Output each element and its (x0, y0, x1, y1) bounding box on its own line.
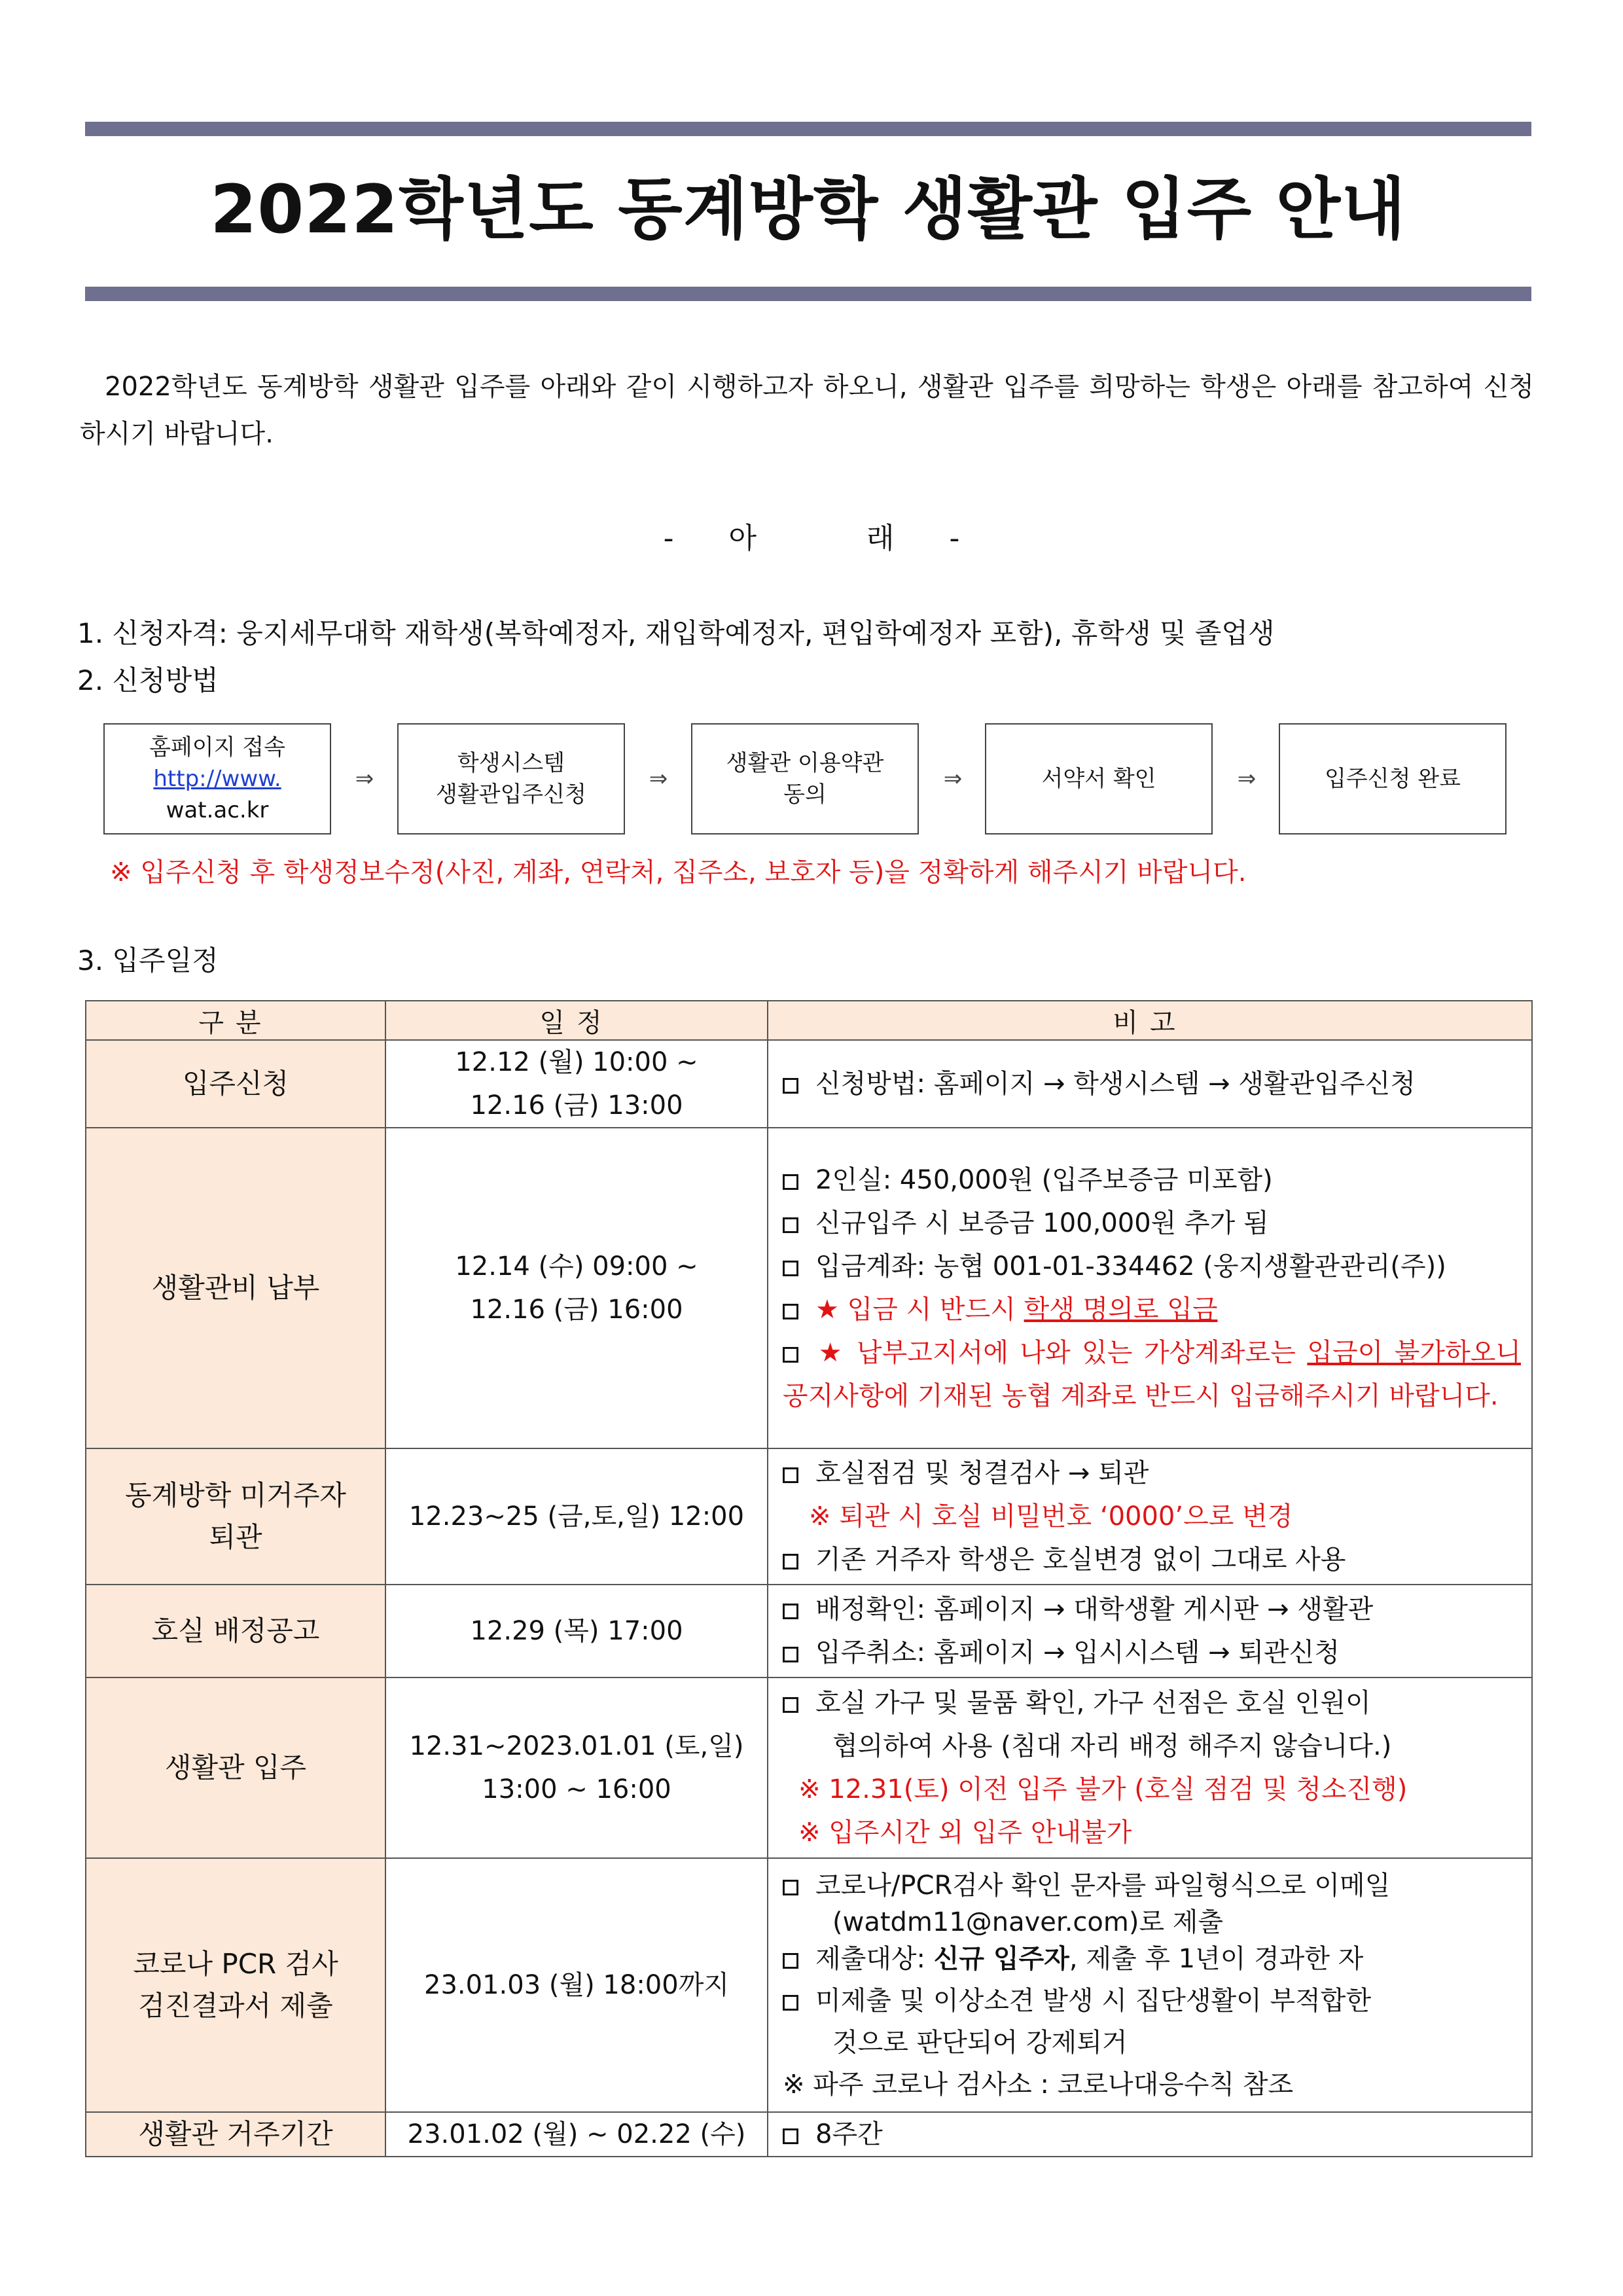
remark-line (783, 1865, 1521, 1907)
flow-step-label: wat.ac.kr (166, 797, 269, 823)
row-date: 12.23~25 (금,토,일) 12:00 (385, 1448, 768, 1585)
remark-line: ※ 12.31(토) 이전 입주 불가 (호실 점검 및 청소진행) (798, 1774, 1408, 1804)
checkbox-icon (783, 1554, 798, 1570)
flow-step-terms (691, 723, 919, 834)
category-line: 코로나 PCR 검사 (133, 1948, 338, 1980)
checkbox-icon (783, 1467, 798, 1483)
row-remarks (768, 2112, 1532, 2157)
flow-step-student-system (397, 723, 625, 834)
remark-line (783, 1158, 1521, 1202)
row-category: 생활관 입주 (86, 1677, 385, 1858)
remark-line (783, 1452, 1521, 1495)
ara-heading: - 아 래 - (663, 522, 960, 555)
row-date (385, 1128, 768, 1448)
row-date (385, 1677, 768, 1858)
remark-text: 공지사항에 기재된 농협 계좌로 반드시 입금해주시기 바랍니다. (783, 1381, 1499, 1411)
remark-line (783, 1588, 1521, 1631)
category-line: 퇴관 (209, 1521, 262, 1553)
remark-text: ★ 입금 시 반드시 (815, 1295, 1024, 1325)
title-rule-bottom (85, 287, 1531, 301)
checkbox-icon (783, 1347, 798, 1363)
title-rule-top (85, 122, 1531, 136)
table-row (86, 2112, 1532, 2157)
remark-emphasis: 입금이 불가하오니 (1307, 1338, 1521, 1368)
remark-text: 제출대상: (815, 1944, 934, 1974)
remark-text: 신규입주 시 보증금 100,000원 추가 됨 (815, 1208, 1269, 1238)
section-method: 2. 신청방법 (77, 664, 219, 696)
remark-text: 호실점검 및 청결검사 → 퇴관 (815, 1458, 1149, 1488)
page-title: 2022학년도 동계방학 생활관 입주 안내 (210, 171, 1406, 249)
remark-line (783, 1938, 1521, 1980)
remark-line (783, 1288, 1521, 1331)
checkbox-icon (783, 1261, 798, 1276)
remark-text: 호실 가구 및 물품 확인, 가구 선점은 호실 인원이 (815, 1688, 1371, 1718)
remark-line (783, 1062, 1521, 1105)
checkbox-icon (783, 1217, 798, 1233)
remark-text: ★ 납부고지서에 나와 있는 가상계좌로는 (815, 1338, 1308, 1368)
category-line: 검진결과서 제출 (138, 1990, 333, 2022)
remark-text: 입금계좌: 농협 001-01-334462 (웅지생활관관리(주)) (815, 1251, 1446, 1282)
section-schedule: 3. 입주일정 (77, 944, 219, 977)
checkbox-icon (783, 1697, 798, 1713)
checkbox-icon (783, 2128, 798, 2144)
remark-line: ※ 퇴관 시 호실 비밀번호 ‘0000’으로 변경 (809, 1501, 1293, 1532)
flow-step-label: 학생시스템 (457, 750, 565, 776)
checkbox-icon (783, 1078, 798, 1094)
row-remarks (768, 1040, 1532, 1128)
remark-text: 입주취소: 홈페이지 → 입시시스템 → 퇴관신청 (815, 1638, 1340, 1668)
table-row (86, 1040, 1532, 1128)
row-date: 12.29 (목) 17:00 (385, 1585, 768, 1677)
remark-emphasis: 신규 입주자 (933, 1944, 1069, 1974)
row-remarks (768, 1585, 1532, 1677)
table-row (86, 1677, 1532, 1858)
checkbox-icon (783, 1953, 798, 1969)
date-line: 12.12 (월) 10:00 ~ (455, 1047, 698, 1077)
table-header-row (86, 1001, 1532, 1040)
remark-line (783, 2117, 1521, 2151)
row-date: 23.01.03 (월) 18:00까지 (385, 1858, 768, 2112)
flow-arrow: ⇒ (943, 766, 963, 792)
remark-text: 2인실: 450,000원 (입주보증금 미포함) (815, 1165, 1273, 1195)
row-date (385, 1040, 768, 1128)
intro-paragraph: 2022학년도 동계방학 생활관 입주를 아래와 같이 시행하고자 하오니, 생활관 입주를 희망하는 학생은 아래를 참고하여 신청하시기 바랍니다. (80, 372, 1534, 449)
flow-step-label: 생활관입주신청 (436, 781, 586, 808)
header-schedule: 일정 (385, 1001, 768, 1040)
section-eligibility: 1. 신청자격: 웅지세무대학 재학생(복학예정자, 재입학예정자, 편입학예정자 포함), 휴학생 및 졸업생 (77, 617, 1275, 649)
flow-step-label: 동의 (783, 781, 827, 808)
remark-line: (watdm11@naver.com)로 제출 (832, 1907, 1224, 1937)
homepage-link[interactable]: http://www. (153, 766, 281, 792)
schedule-table (85, 1000, 1533, 2157)
header-remarks: 비고 (768, 1001, 1532, 1040)
table-row (86, 1858, 1532, 2112)
date-line: 12.14 (수) 09:00 ~ (455, 1251, 698, 1282)
remark-text: 신청방법: 홈페이지 → 학생시스템 → 생활관입주신청 (815, 1069, 1416, 1099)
flow-step-label: 홈페이지 접속 (149, 734, 285, 761)
row-category (86, 1448, 385, 1585)
row-category: 생활관 거주기간 (86, 2112, 385, 2157)
remark-line: ※ 입주시간 외 입주 안내불가 (798, 1818, 1132, 1848)
flow-arrow: ⇒ (649, 766, 668, 792)
remark-line (783, 1202, 1521, 1245)
date-line: 12.16 (금) 13:00 (470, 1090, 683, 1121)
flow-step-complete (1279, 723, 1507, 834)
flow-step-homepage (103, 723, 331, 834)
table-row (86, 1585, 1532, 1677)
checkbox-icon (783, 1995, 798, 2011)
flow-arrow: ⇒ (355, 766, 374, 792)
remark-text: 배정확인: 홈페이지 → 대학생활 게시판 → 생활관 (815, 1594, 1374, 1624)
checkbox-icon (783, 1647, 798, 1662)
remark-text: , 제출 후 1년이 경과한 자 (1069, 1944, 1364, 1974)
remark-text: 미제출 및 이상소견 발생 시 집단생활이 부적합한 (815, 1986, 1372, 2016)
remark-emphasis: 학생 명의로 입금 (1024, 1295, 1218, 1325)
row-category (86, 1858, 385, 2112)
remark-line (783, 1538, 1521, 1581)
flow-step-label: 입주신청 완료 (1325, 766, 1461, 792)
checkbox-icon (783, 1174, 798, 1190)
remark-line (783, 1681, 1521, 1725)
remark-text: 코로나/PCR검사 확인 문자를 파일형식으로 이메일 (815, 1871, 1391, 1901)
checkbox-icon (783, 1880, 798, 1895)
row-remarks (768, 1128, 1532, 1448)
date-line: 12.31~2023.01.01 (토,일) (409, 1731, 744, 1761)
flow-step-label: 서약서 확인 (1041, 766, 1156, 792)
remark-line: 협의하여 사용 (침대 자리 배정 해주지 않습니다.) (832, 1731, 1392, 1761)
flow-arrow: ⇒ (1237, 766, 1257, 792)
date-line: 13:00 ~ 16:00 (482, 1774, 671, 1804)
remark-line (783, 1631, 1521, 1674)
table-row (86, 1128, 1532, 1448)
row-category: 호실 배정공고 (86, 1585, 385, 1677)
table-row (86, 1448, 1532, 1585)
remark-line (783, 1980, 1521, 2022)
row-category: 생활관비 납부 (86, 1128, 385, 1448)
category-line: 동계방학 미거주자 (125, 1479, 346, 1511)
remark-text: 8주간 (815, 2119, 883, 2149)
remark-line (783, 1331, 1521, 1418)
info-update-warning: ※ 입주신청 후 학생정보수정(사진, 계좌, 연락처, 집주소, 보호자 등)을 정확하게 해주시기 바랍니다. (110, 857, 1247, 888)
flow-step-label: 생활관 이용약관 (726, 750, 884, 776)
header-category: 구분 (86, 1001, 385, 1040)
checkbox-icon (783, 1604, 798, 1619)
remark-line (783, 1245, 1521, 1288)
checkbox-icon (783, 1304, 798, 1319)
row-category: 입주신청 (86, 1040, 385, 1128)
flow-step-pledge (985, 723, 1213, 834)
row-date: 23.01.02 (월) ~ 02.22 (수) (385, 2112, 768, 2157)
row-remarks (768, 1677, 1532, 1858)
row-remarks (768, 1448, 1532, 1585)
remark-text: 기존 거주자 학생은 호실변경 없이 그대로 사용 (815, 1545, 1346, 1575)
remark-line: 것으로 판단되어 강제퇴거 (832, 2028, 1128, 2058)
row-remarks (768, 1858, 1532, 2112)
remark-line: ※ 파주 코로나 검사소 : 코로나대응수칙 참조 (783, 2070, 1294, 2100)
date-line: 12.16 (금) 16:00 (470, 1295, 683, 1325)
